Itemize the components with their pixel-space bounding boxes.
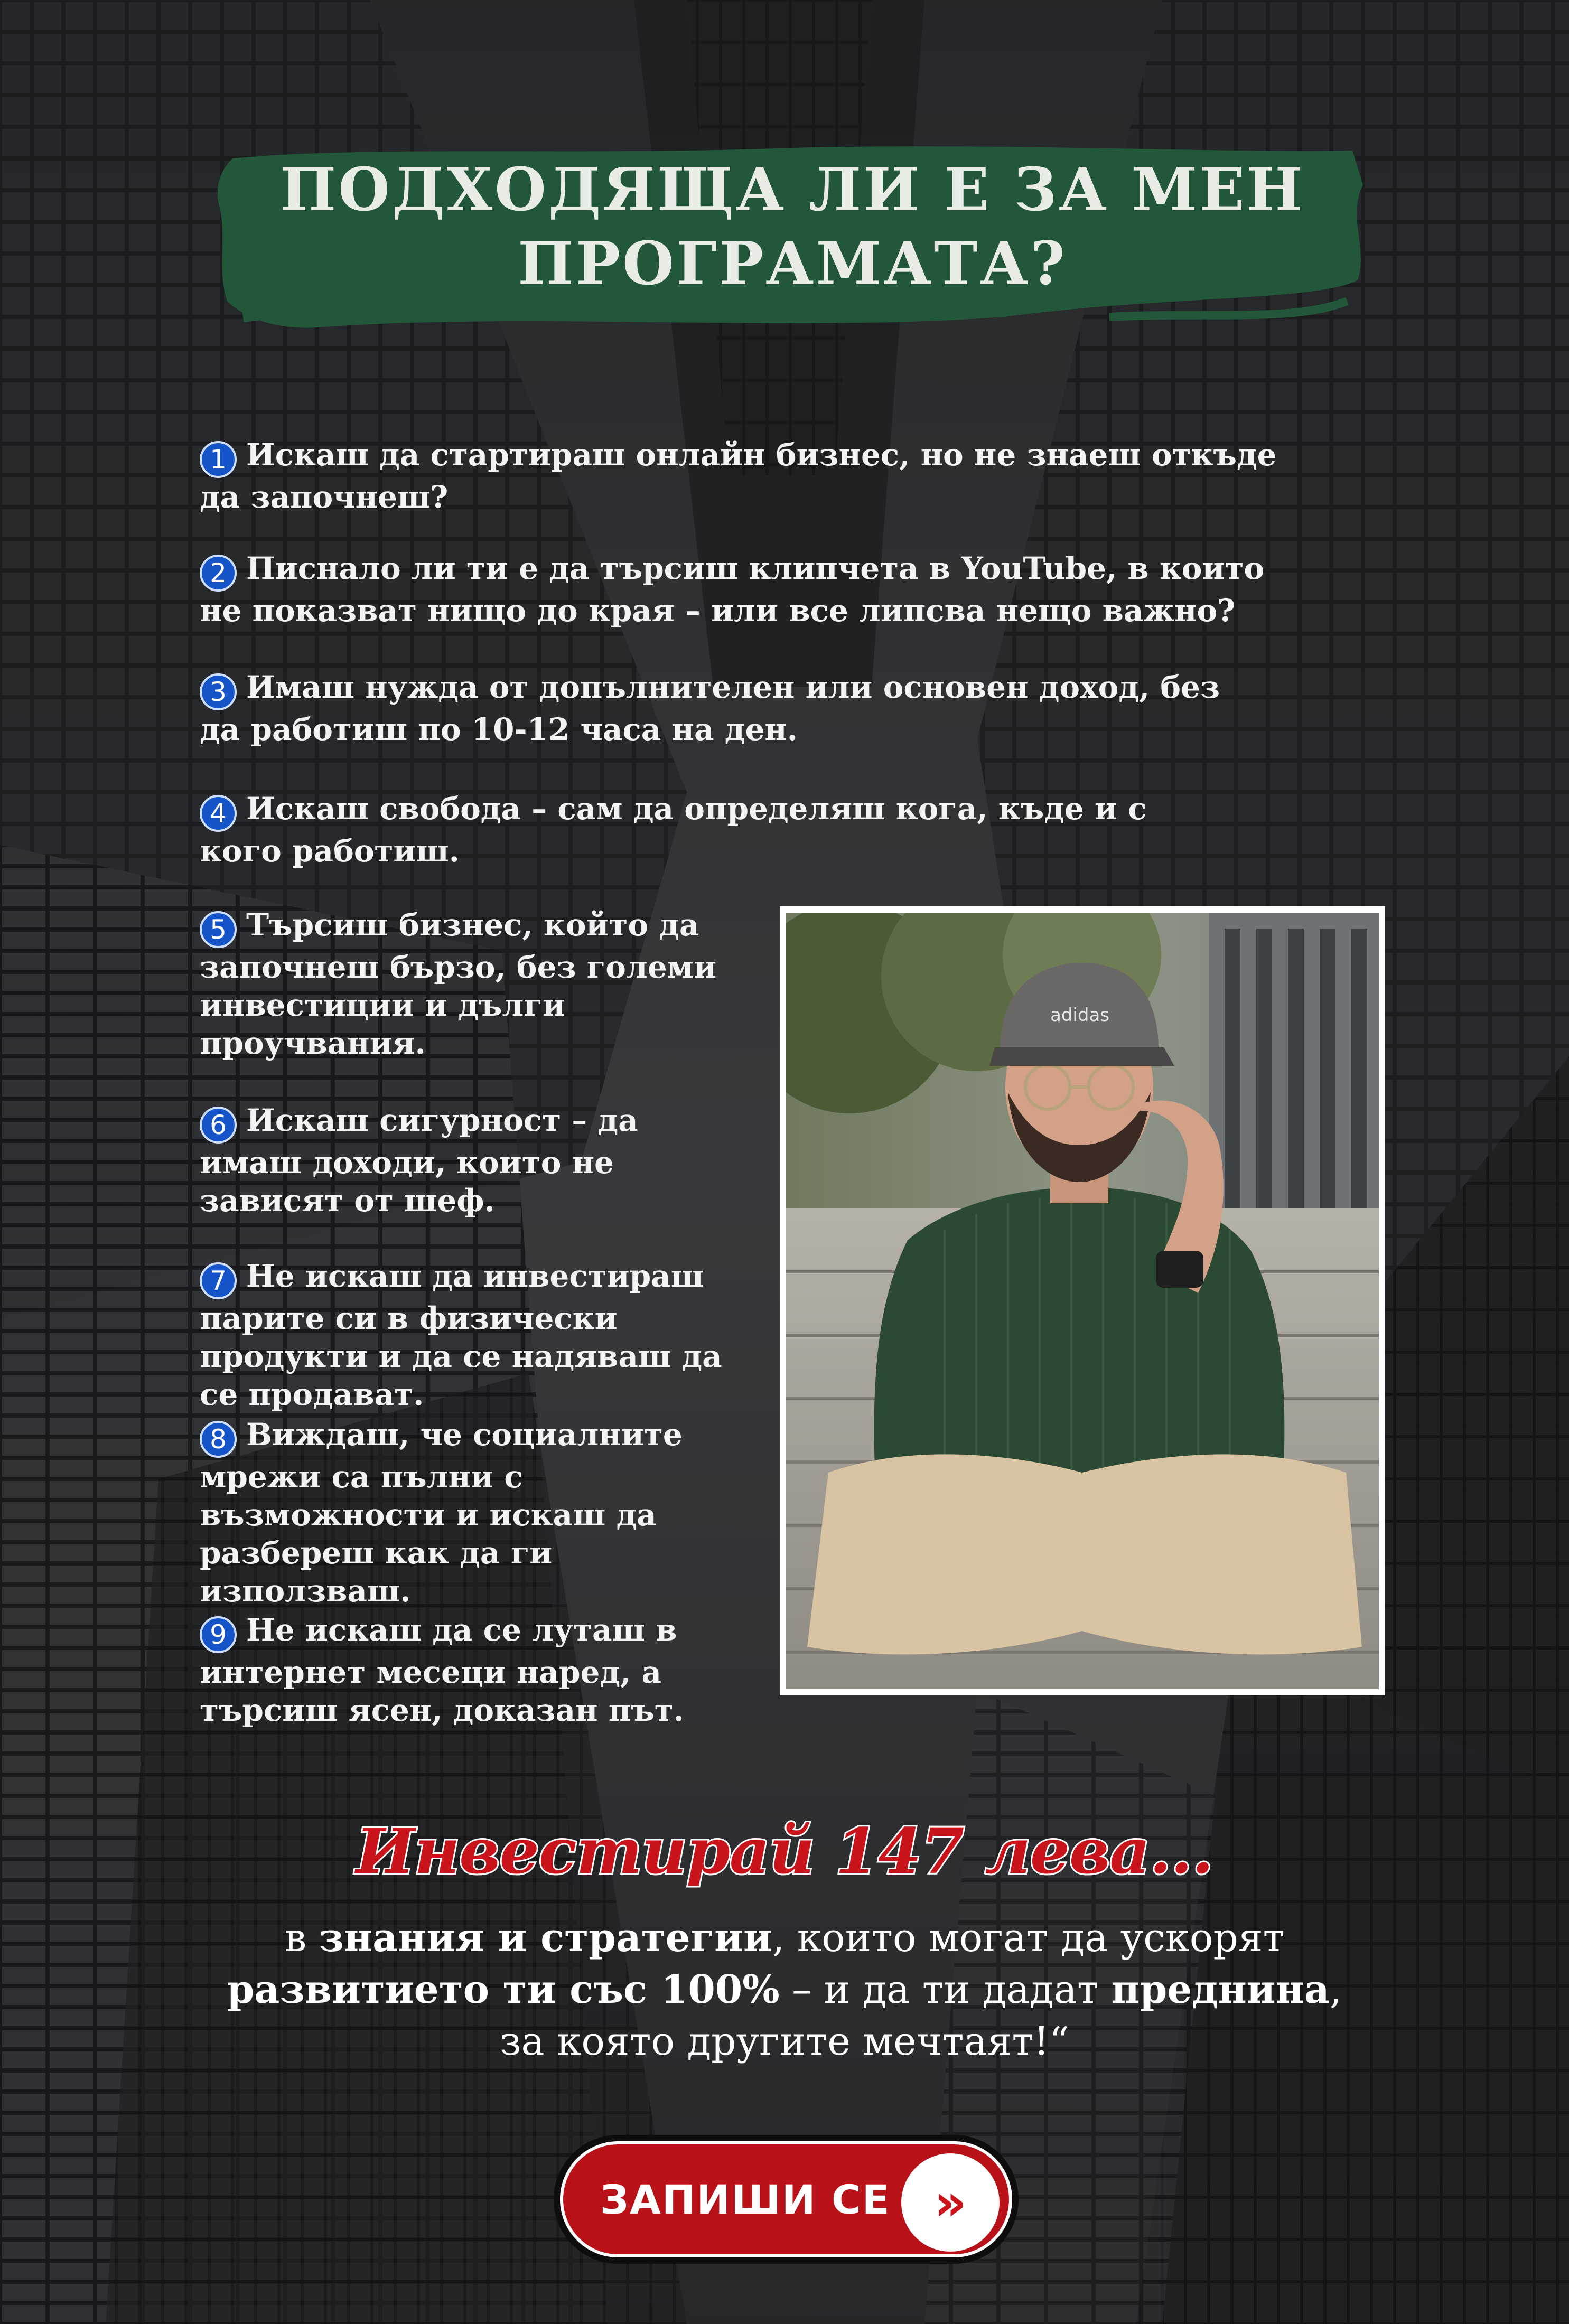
signup-button[interactable] [554, 2135, 1019, 2264]
number-badge-icon: 7 [200, 1262, 237, 1299]
title-line-1: ПОДХОДЯЩА ЛИ Е ЗА МЕН [280, 155, 1305, 224]
signup-button-label: ЗАПИШИ СЕ [600, 2176, 891, 2223]
list-item [200, 549, 1309, 630]
number-badge-icon: 1 [200, 441, 237, 478]
list-item-text: Виждаш, че социалните мрежи са пълни с възможности и искаш да разбереш как да ги използваш. [200, 1417, 683, 1609]
number-badge-icon: 2 [200, 555, 237, 592]
list-item [200, 906, 739, 1062]
number-badge-icon: 4 [200, 795, 237, 832]
list-item-text: Искаш свобода – сам да определяш кога, къде и с кого работиш. [200, 791, 1147, 869]
number-badge-icon: 3 [200, 673, 237, 710]
pitch-bold: развитието ти със 100% [227, 1967, 780, 2012]
list-item-text: Не искаш да се луташ в интернет месеци наред, а търсиш ясен, доказан път. [200, 1612, 684, 1728]
list-item-text: Имаш нужда от допълнителен или основен доход, без да работиш по 10-12 часа на ден. [200, 669, 1220, 747]
list-item [200, 790, 1203, 870]
pitch-part: – и да ти дадат [779, 1967, 1112, 2012]
pitch-part: , за която другите мечтаят!“ [500, 1967, 1342, 2064]
list-item [200, 1257, 760, 1413]
signup-button-body[interactable] [560, 2141, 1012, 2257]
list-item [200, 668, 1256, 748]
list-item [200, 1611, 739, 1729]
pitch-part: в [284, 1915, 319, 1961]
number-badge-icon: 6 [200, 1107, 237, 1144]
number-badge-icon: 5 [200, 911, 237, 948]
pitch-part: , които могат да ускорят [772, 1915, 1285, 1961]
title-line-2: ПРОГРАМАТА? [518, 229, 1067, 298]
list-item-text: Искаш сигурност – да имаш доходи, които не зависят от шеф. [200, 1102, 638, 1219]
pitch-text [211, 1912, 1358, 2067]
number-badge-icon: 8 [200, 1421, 237, 1458]
list-item-text: Писнало ли ти е да търсиш клипчета в YouTube, в които не показват нищо до края – или все липсва нещо важно? [200, 550, 1265, 629]
list-item [200, 1416, 739, 1610]
list-item-text: Искаш да стартираш онлайн бизнес, но не знаеш откъде да започнеш? [200, 437, 1277, 515]
page-title [211, 153, 1374, 301]
pitch-bold: знания и стратегии [319, 1915, 772, 1961]
list-item [200, 1101, 739, 1220]
number-badge-icon: 9 [200, 1616, 237, 1653]
double-chevron-right-icon: » [901, 2153, 1000, 2252]
pitch-bold: преднина [1111, 1967, 1330, 2012]
list-item-text: Не искаш да инвестираш парите си в физически продукти и да се надяваш да се продават. [200, 1258, 722, 1412]
portrait-photo [780, 906, 1385, 1695]
list-item-text: Търсиш бизнес, който да започнеш бързо, без големи инвестиции и дълги проучвания. [200, 907, 717, 1061]
cap-logo-text: adidas [1050, 1005, 1109, 1026]
price-headline: Инвестирай 147 лева... [356, 1814, 1213, 1888]
portrait-illustration [786, 913, 1379, 1689]
list-item [200, 436, 1309, 516]
